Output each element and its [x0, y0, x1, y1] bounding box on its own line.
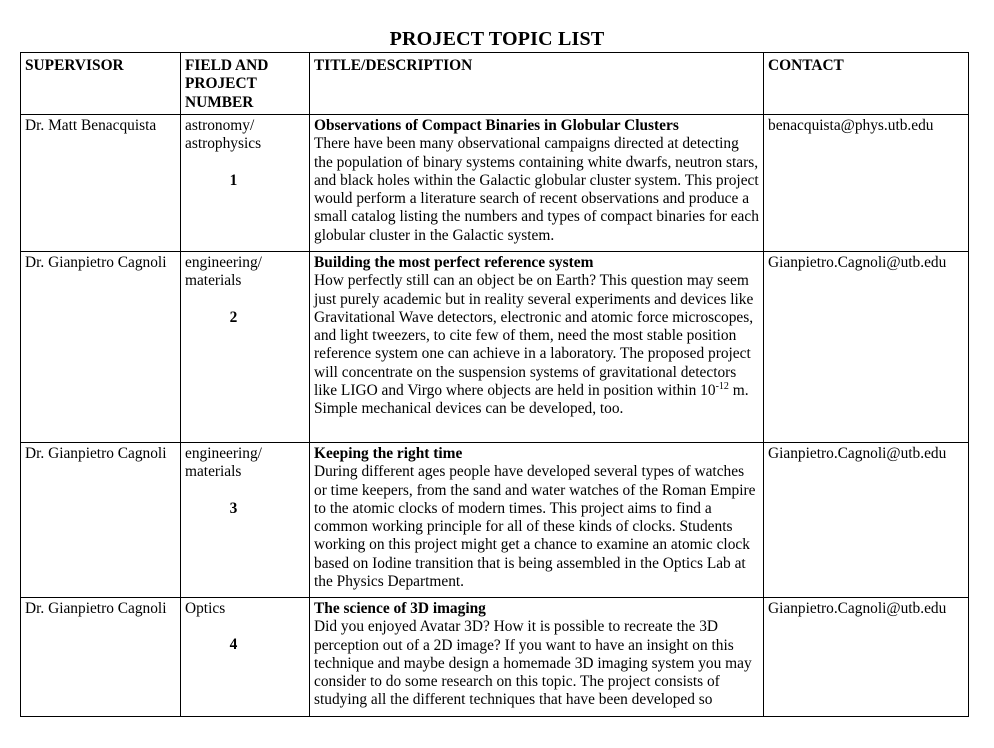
contact-email[interactable]: Gianpietro.Cagnoli@utb.edu	[768, 600, 947, 617]
field-cell	[181, 252, 310, 443]
contact-cell	[764, 598, 969, 717]
table-header-row	[21, 53, 969, 115]
project-title: Observations of Compact Binaries in Globular Clusters	[314, 117, 679, 134]
project-description	[314, 272, 753, 417]
field-name: engineering/ materials	[185, 254, 262, 290]
project-title: The science of 3D imaging	[314, 600, 486, 617]
header-supervisor: SUPERVISOR	[21, 53, 181, 115]
header-title-description: TITLE/DESCRIPTION	[310, 53, 764, 115]
supervisor-cell	[21, 252, 181, 443]
table-row	[21, 115, 969, 252]
contact-cell	[764, 443, 969, 598]
table-row	[21, 443, 969, 598]
supervisor-cell	[21, 115, 181, 252]
project-number: 3	[229, 499, 238, 517]
header-field-and-number: FIELD AND PROJECT NUMBER	[181, 53, 310, 115]
supervisor-cell	[21, 443, 181, 598]
contact-email[interactable]: Gianpietro.Cagnoli@utb.edu	[768, 445, 947, 462]
page-title: PROJECT TOPIC LIST	[389, 28, 605, 50]
table-row	[21, 598, 969, 717]
field-cell	[181, 443, 310, 598]
field-cell	[181, 598, 310, 717]
project-number: 2	[229, 308, 238, 326]
supervisor-name: Dr. Gianpietro Cagnoli	[25, 254, 167, 271]
field-name: Optics	[185, 600, 226, 617]
description-cell	[310, 443, 764, 598]
description-text-tail: m. Simple mechanical devices can be developed, too.	[314, 382, 749, 418]
contact-cell	[764, 252, 969, 443]
contact-email[interactable]: Gianpietro.Cagnoli@utb.edu	[768, 254, 947, 271]
description-cell	[310, 252, 764, 443]
field-name: astronomy/ astrophysics	[185, 117, 262, 153]
description-cell	[310, 115, 764, 252]
project-number: 4	[229, 636, 238, 654]
project-topic-table	[20, 52, 969, 717]
supervisor-cell	[21, 598, 181, 717]
supervisor-name: Dr. Matt Benacquista	[25, 117, 157, 134]
project-description: There have been many observational campaigns directed at detecting the population of binary systems containing white dwarfs, neutron stars, and black holes within the Galactic globular cluster system. This project would perform a literature search of recent observations and produce a small catalog listing the numbers and types of compact binaries for each globular cluster in the Galactic system.	[314, 135, 759, 244]
project-title: Building the most perfect reference system	[314, 254, 594, 271]
supervisor-name: Dr. Gianpietro Cagnoli	[25, 445, 167, 462]
field-cell	[181, 115, 310, 252]
project-title: Keeping the right time	[314, 445, 463, 462]
project-description: During different ages people have developed several types of watches or time keepers, from the sand and water watches of the Roman Empire to the atomic clocks of modern times. This project aims to find a common working principle for all of these kinds of clocks. Students working on this project might get a chance to examine an atomic clock based on Iodine transition that is being assembled in the Optics Lab at the Physics Department.	[314, 463, 756, 591]
supervisor-name: Dr. Gianpietro Cagnoli	[25, 600, 167, 617]
project-number: 1	[229, 171, 238, 189]
field-name: engineering/ materials	[185, 445, 262, 481]
exponent: -12	[715, 381, 729, 393]
contact-email[interactable]: benacquista@phys.utb.edu	[768, 117, 934, 134]
header-contact: CONTACT	[764, 53, 969, 115]
project-description: Did you enjoyed Avatar 3D? How it is possible to recreate the 3D perception out of a 2D image? If you want to have an insight on this technique and maybe design a homemade 3D imaging system you may consider to do some research on this topic. The project consists of studying all the different techniques that have been developed so	[314, 618, 752, 709]
table-row	[21, 252, 969, 443]
description-text: How perfectly still can an object be on Earth? This question may seem just purely academic but in reality several experiments and devices like Gravitational Wave detectors, electronic and atomic force microscopes, and light tweezers, to cite few of them, need the most stable position reference system one can achieve in a laboratory. The proposed project will concentrate on the suspension systems of gravitational detectors like LIGO and Virgo where objects are held in position within 10	[314, 272, 754, 400]
description-cell	[310, 598, 764, 717]
contact-cell	[764, 115, 969, 252]
